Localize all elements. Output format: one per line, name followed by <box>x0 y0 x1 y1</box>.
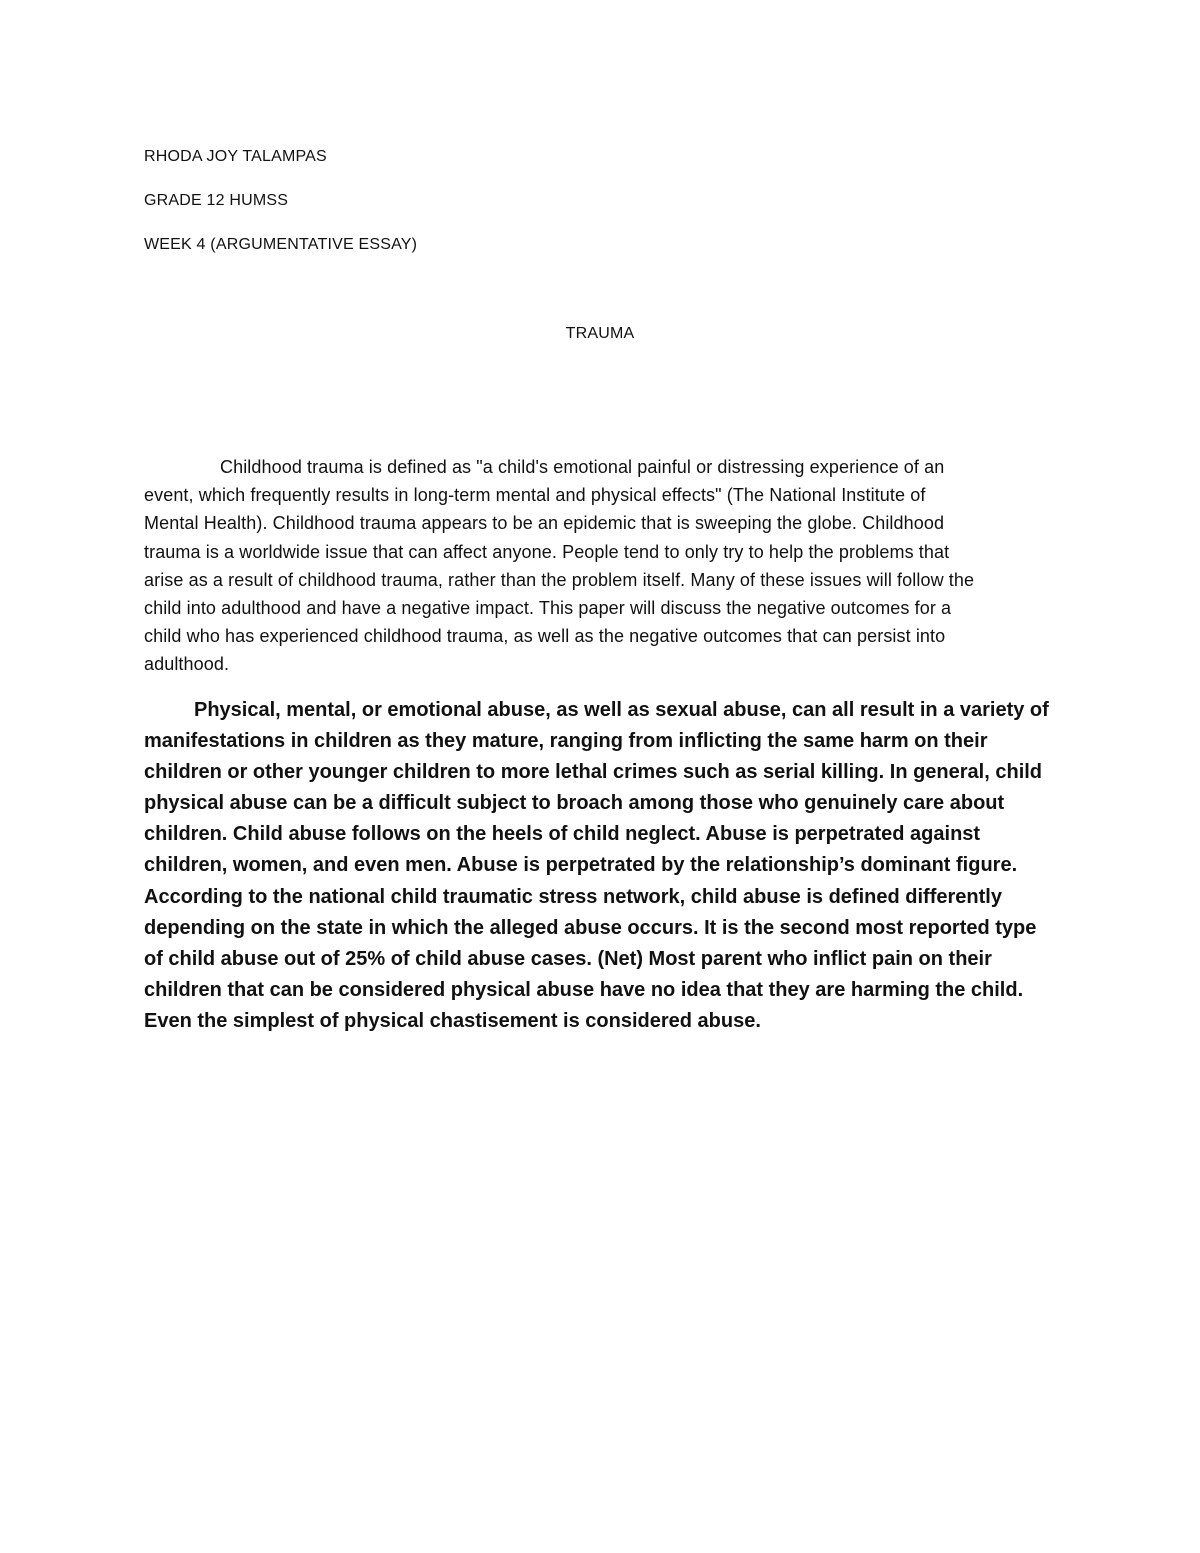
paragraph-line: adulthood. <box>144 654 230 675</box>
author-name: RHODA JOY TALAMPAS <box>144 148 327 165</box>
paragraph-line: event, which frequently results in long-term mental and physical effects" (The National Institute of <box>144 485 926 506</box>
paragraph-line: According to the national child traumatic stress network, child abuse is defined differently <box>144 885 1002 908</box>
paragraph-line: children, women, and even men. Abuse is perpetrated by the relationship’s dominant figure. <box>144 854 1018 877</box>
paragraph-line: Physical, mental, or emotional abuse, as well as sexual abuse, can all result in a variety of <box>194 699 1049 721</box>
paragraph-line: children that can be considered physical abuse have no idea that they are harming the child. <box>144 978 1024 1001</box>
grade-level: GRADE 12 HUMSS <box>144 192 289 209</box>
paragraph-line: child into adulthood and have a negative impact. This paper will discuss the negative outcomes for a <box>144 598 952 619</box>
paragraph-line: trauma is a worldwide issue that can affect anyone. People tend to only try to help the problems that <box>144 541 950 562</box>
assignment-week: WEEK 4 (ARGUMENTATIVE ESSAY) <box>144 236 418 253</box>
paragraph-line: physical abuse can be a difficult subject to broach among those who genuinely care about <box>144 792 1005 815</box>
paragraph-body <box>144 695 1056 1037</box>
paragraph-intro <box>144 453 1054 679</box>
paragraph-line: manifestations in children as they mature, ranging from inflicting the same harm on their <box>144 730 988 753</box>
paragraph-line: children or other younger children to more lethal crimes such as serial killing. In general, child <box>144 761 1043 784</box>
paragraph-line: depending on the state in which the alleged abuse occurs. It is the second most reported type <box>144 916 1037 939</box>
paragraph-line: Mental Health). Childhood trauma appears to be an epidemic that is sweeping the globe. Childhood <box>144 513 945 534</box>
paragraph-line: of child abuse out of 25% of child abuse cases. (Net) Most parent who inflict pain on their <box>144 947 992 970</box>
paragraph-line: arise as a result of childhood trauma, rather than the problem itself. Many of these issues will follow the <box>144 569 975 590</box>
paragraph-line: Childhood trauma is defined as "a child's emotional painful or distressing experience of an <box>220 457 945 477</box>
paragraph-line: children. Child abuse follows on the heels of child neglect. Abuse is perpetrated against <box>144 823 981 846</box>
paragraph-line: Even the simplest of physical chastisement is considered abuse. <box>144 1009 761 1032</box>
paragraph-line: child who has experienced childhood trauma, as well as the negative outcomes that can persist into <box>144 626 946 647</box>
essay-title: TRAUMA <box>565 325 635 342</box>
